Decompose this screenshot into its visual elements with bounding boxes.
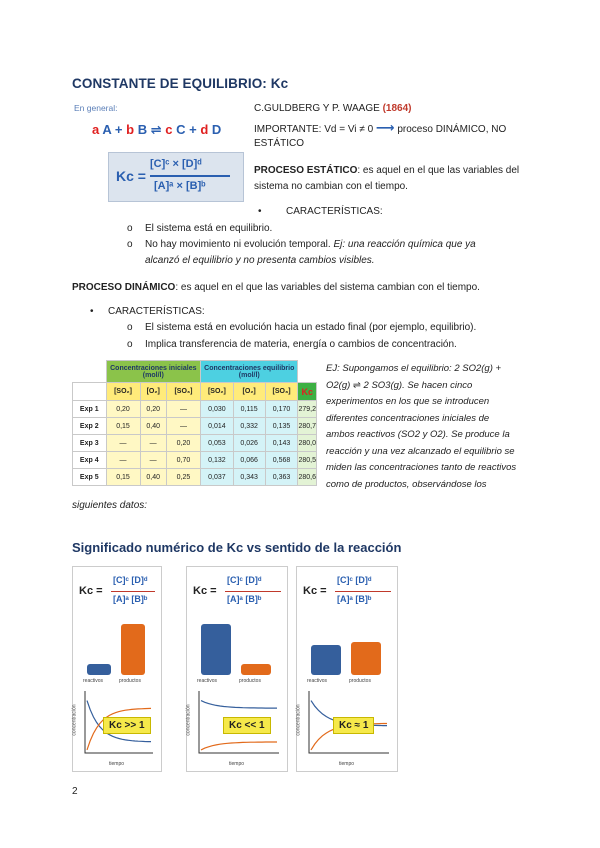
table-cell: — <box>140 452 166 469</box>
coef-d: d <box>200 122 209 137</box>
example-line: EJ: Supongamos el equilibrio: 2 SO2(g) + <box>326 363 502 374</box>
table-cell: 0,053 <box>201 435 234 452</box>
axis-label-time: tiempo <box>229 761 245 767</box>
plus-sign: + <box>114 122 123 137</box>
bar-label-reactivos: reactivos <box>307 678 328 684</box>
bar-label-productos: productos <box>349 678 371 684</box>
table-cell: 280,7 <box>298 418 317 435</box>
equilibrium-arrow-icon: ⇌ <box>150 122 162 137</box>
group-header-equilibrium: Concentraciones equilibrio (mol/l) <box>201 361 298 383</box>
table-row <box>73 418 317 435</box>
row-label: Exp 4 <box>73 452 107 469</box>
table-cell: 0,115 <box>233 401 265 418</box>
table-cell: 0,343 <box>233 469 265 486</box>
bar-productos <box>351 642 381 675</box>
example-line: experimentos en los que se introducen <box>326 396 490 407</box>
fraction-line <box>150 175 230 177</box>
table-cell: 0,25 <box>166 469 200 486</box>
fraction-line <box>225 591 281 592</box>
table-cell: 0,037 <box>201 469 234 486</box>
example-line: reacción y una vez alcanzado el equilibrio se <box>326 445 515 457</box>
table-row <box>73 435 317 452</box>
panel-kc-numerator: [C]ᶜ [D]ᵈ <box>113 575 148 585</box>
caract1-item-1: El sistema está en equilibrio. <box>145 223 273 234</box>
example-line: como de productos, observándose los <box>326 478 487 490</box>
panel-kc-denominator: [A]ᵃ [B]ᵇ <box>113 594 148 604</box>
caract1-example-2: alcanzó el equilibrio y no presenta cambios visibles. <box>145 255 375 266</box>
kc-panel <box>72 566 162 772</box>
header-cell: [SO₂] <box>106 383 140 401</box>
caract1-heading: CARACTERÍSTICAS: <box>286 206 383 217</box>
data-table-wrapper <box>72 360 317 486</box>
header-cell: [SO₃] <box>265 383 298 401</box>
table-cell: — <box>106 435 140 452</box>
importante-line2: ESTÁTICO <box>254 138 305 149</box>
year: (1864) <box>382 103 412 114</box>
kc-label: Kc = <box>116 168 146 184</box>
example-paragraph <box>326 361 536 493</box>
kc-panel <box>296 566 398 772</box>
species-D: D <box>211 122 222 137</box>
header-blank <box>73 383 107 401</box>
estatico-def-2: sistema no cambian con el tiempo. <box>254 181 408 192</box>
table-cell: 0,363 <box>265 469 298 486</box>
circle-bullet-icon: o <box>127 239 133 250</box>
table-cell: 0,20 <box>166 435 200 452</box>
panel-kc-label: Kc = <box>193 585 217 597</box>
species-B: B <box>137 122 148 137</box>
dinamico-text: : es aquel en el que las variables del sistema cambian con el tiempo. <box>175 282 480 293</box>
table-cell: 0,132 <box>201 452 234 469</box>
caract2-heading: CARACTERÍSTICAS: <box>108 306 205 317</box>
circle-bullet-icon: o <box>127 322 133 333</box>
row-label: Exp 5 <box>73 469 107 486</box>
data-table <box>72 360 317 486</box>
table-cell: 0,40 <box>140 418 166 435</box>
panel-kc-label: Kc = <box>79 585 103 597</box>
bar-productos <box>121 624 145 675</box>
panel-kc-numerator: [C]ᶜ [D]ᵈ <box>227 575 262 585</box>
importante-text: IMPORTANTE: Vd = Vi ≠ 0 <box>254 124 374 135</box>
table-corner <box>298 361 317 383</box>
bar-reactivos <box>87 664 111 675</box>
axis-label-time: tiempo <box>339 761 355 767</box>
circle-bullet-icon: o <box>127 223 133 234</box>
table-cell: 0,030 <box>201 401 234 418</box>
authors-line <box>254 101 544 117</box>
reactivos-curve <box>201 701 277 709</box>
table-cell: 280,5 <box>298 452 317 469</box>
axis-label-time: tiempo <box>109 761 125 767</box>
fraction-line <box>111 591 155 592</box>
page-number: 2 <box>72 786 78 797</box>
table-cell: 0,15 <box>106 469 140 486</box>
table-cell: — <box>166 401 200 418</box>
table-row <box>73 469 317 486</box>
kc-panel <box>186 566 288 772</box>
caract1-example: Ej: una reacción química que ya <box>333 239 476 250</box>
importante-text-2: proceso DINÁMICO, NO <box>397 124 507 135</box>
example-tail: siguientes datos: <box>72 500 148 511</box>
estatico-def <box>254 163 554 179</box>
table-row <box>73 452 317 469</box>
table-cell: — <box>166 418 200 435</box>
caract1-item-2 <box>145 237 525 253</box>
bar-reactivos <box>311 645 341 675</box>
bar-label-reactivos: reactivos <box>197 678 218 684</box>
axis-label-concentration: concentración <box>185 704 192 736</box>
species-A: A <box>102 122 112 137</box>
table-cell: 0,20 <box>106 401 140 418</box>
circle-bullet-icon: o <box>127 339 133 350</box>
estatico-label: PROCESO ESTÁTICO <box>254 165 358 176</box>
authors: C.GULDBERG Y P. WAAGE <box>254 103 380 114</box>
kc-denominator: [A]ᵃ × [B]ᵇ <box>154 180 206 192</box>
table-cell: 0,170 <box>265 401 298 418</box>
table-cell: 0,332 <box>233 418 265 435</box>
bar-reactivos <box>201 624 231 675</box>
header-cell: [SO₂] <box>201 383 234 401</box>
en-general-label: En general: <box>74 103 118 113</box>
header-cell: [O₂] <box>140 383 166 401</box>
species-C: C <box>176 122 186 137</box>
example-line: miden las concentraciones tanto de reactivos <box>326 462 517 473</box>
example-line: O2(g) ⇌ 2 SO3(g). Se hacen cinco <box>326 379 473 391</box>
header-cell: [O₂] <box>233 383 265 401</box>
table-cell: 0,066 <box>233 452 265 469</box>
axis-label-concentration: concentración <box>295 704 302 736</box>
table-cell: — <box>106 452 140 469</box>
table-row <box>73 401 317 418</box>
example-line: ambos reactivos (SO2 y O2). Se produce la <box>326 429 510 440</box>
example-line: diferentes concentraciones iniciales de <box>326 412 490 424</box>
plus-sign: + <box>189 122 197 137</box>
row-label: Exp 2 <box>73 418 107 435</box>
axis-label-concentration: concentración <box>71 704 78 736</box>
arrow-right-icon: ⟶ <box>375 120 395 135</box>
coef-a: a <box>92 122 100 137</box>
caract2-item-2: Implica transferencia de materia, energía o cambios de concentración. <box>145 339 457 350</box>
section2-title: Significado numérico de Kc vs sentido de la reacción <box>72 540 402 555</box>
group-header-initial: Concentraciones iniciales (mol/l) <box>106 361 201 383</box>
bar-label-reactivos: reactivos <box>83 678 104 684</box>
caract1-item-2-text: No hay movimiento ni evolución temporal. <box>145 239 331 250</box>
table-cell: 279,2 <box>298 401 317 418</box>
productos-curve <box>201 742 277 750</box>
kc-numerator: [C]ᶜ × [D]ᵈ <box>150 158 202 170</box>
table-cell: 0,026 <box>233 435 265 452</box>
table-cell: 0,568 <box>265 452 298 469</box>
bar-label-productos: productos <box>119 678 141 684</box>
row-label: Exp 3 <box>73 435 107 452</box>
table-header-row <box>73 383 317 401</box>
table-cell: 0,014 <box>201 418 234 435</box>
row-label: Exp 1 <box>73 401 107 418</box>
fraction-line <box>335 591 391 592</box>
caract2-item-1: El sistema está en evolución hacia un estado final (por ejemplo, equilibrio). <box>145 322 477 333</box>
coef-c: c <box>165 122 173 137</box>
kc-badge: Kc << 1 <box>223 717 271 734</box>
table-cell: 0,15 <box>106 418 140 435</box>
table-cell: — <box>140 435 166 452</box>
bar-label-productos: productos <box>239 678 261 684</box>
table-cell: 0,20 <box>140 401 166 418</box>
general-reaction <box>92 122 221 138</box>
table-cell: 0,143 <box>265 435 298 452</box>
panel-kc-denominator: [A]ᵃ [B]ᵇ <box>227 594 262 604</box>
dinamico-label: PROCESO DINÁMICO <box>72 282 176 293</box>
table-cell: 0,70 <box>166 452 200 469</box>
bullet-dot-icon: • <box>258 206 262 217</box>
table-cell: 280,0 <box>298 435 317 452</box>
kc-badge: Kc ≈ 1 <box>333 717 374 734</box>
header-cell: [SO₃] <box>166 383 200 401</box>
kc-badge: Kc >> 1 <box>103 717 151 734</box>
estatico-text: : es aquel en el que las variables del <box>357 165 520 176</box>
panel-kc-label: Kc = <box>303 585 327 597</box>
dinamico-def <box>72 280 552 296</box>
table-cell: 0,135 <box>265 418 298 435</box>
bullet-dot-icon: • <box>90 306 94 317</box>
table-corner <box>73 361 107 383</box>
table-cell: 280,6 <box>298 469 317 486</box>
bar-productos <box>241 664 271 675</box>
table-cell: 0,40 <box>140 469 166 486</box>
header-cell-kc: Kc <box>298 383 317 401</box>
coef-b: b <box>126 122 135 137</box>
panel-kc-denominator: [A]ᵃ [B]ᵇ <box>337 594 372 604</box>
panel-kc-numerator: [C]ᶜ [D]ᵈ <box>337 575 372 585</box>
page-title: CONSTANTE DE EQUILIBRIO: Kc <box>72 76 289 91</box>
